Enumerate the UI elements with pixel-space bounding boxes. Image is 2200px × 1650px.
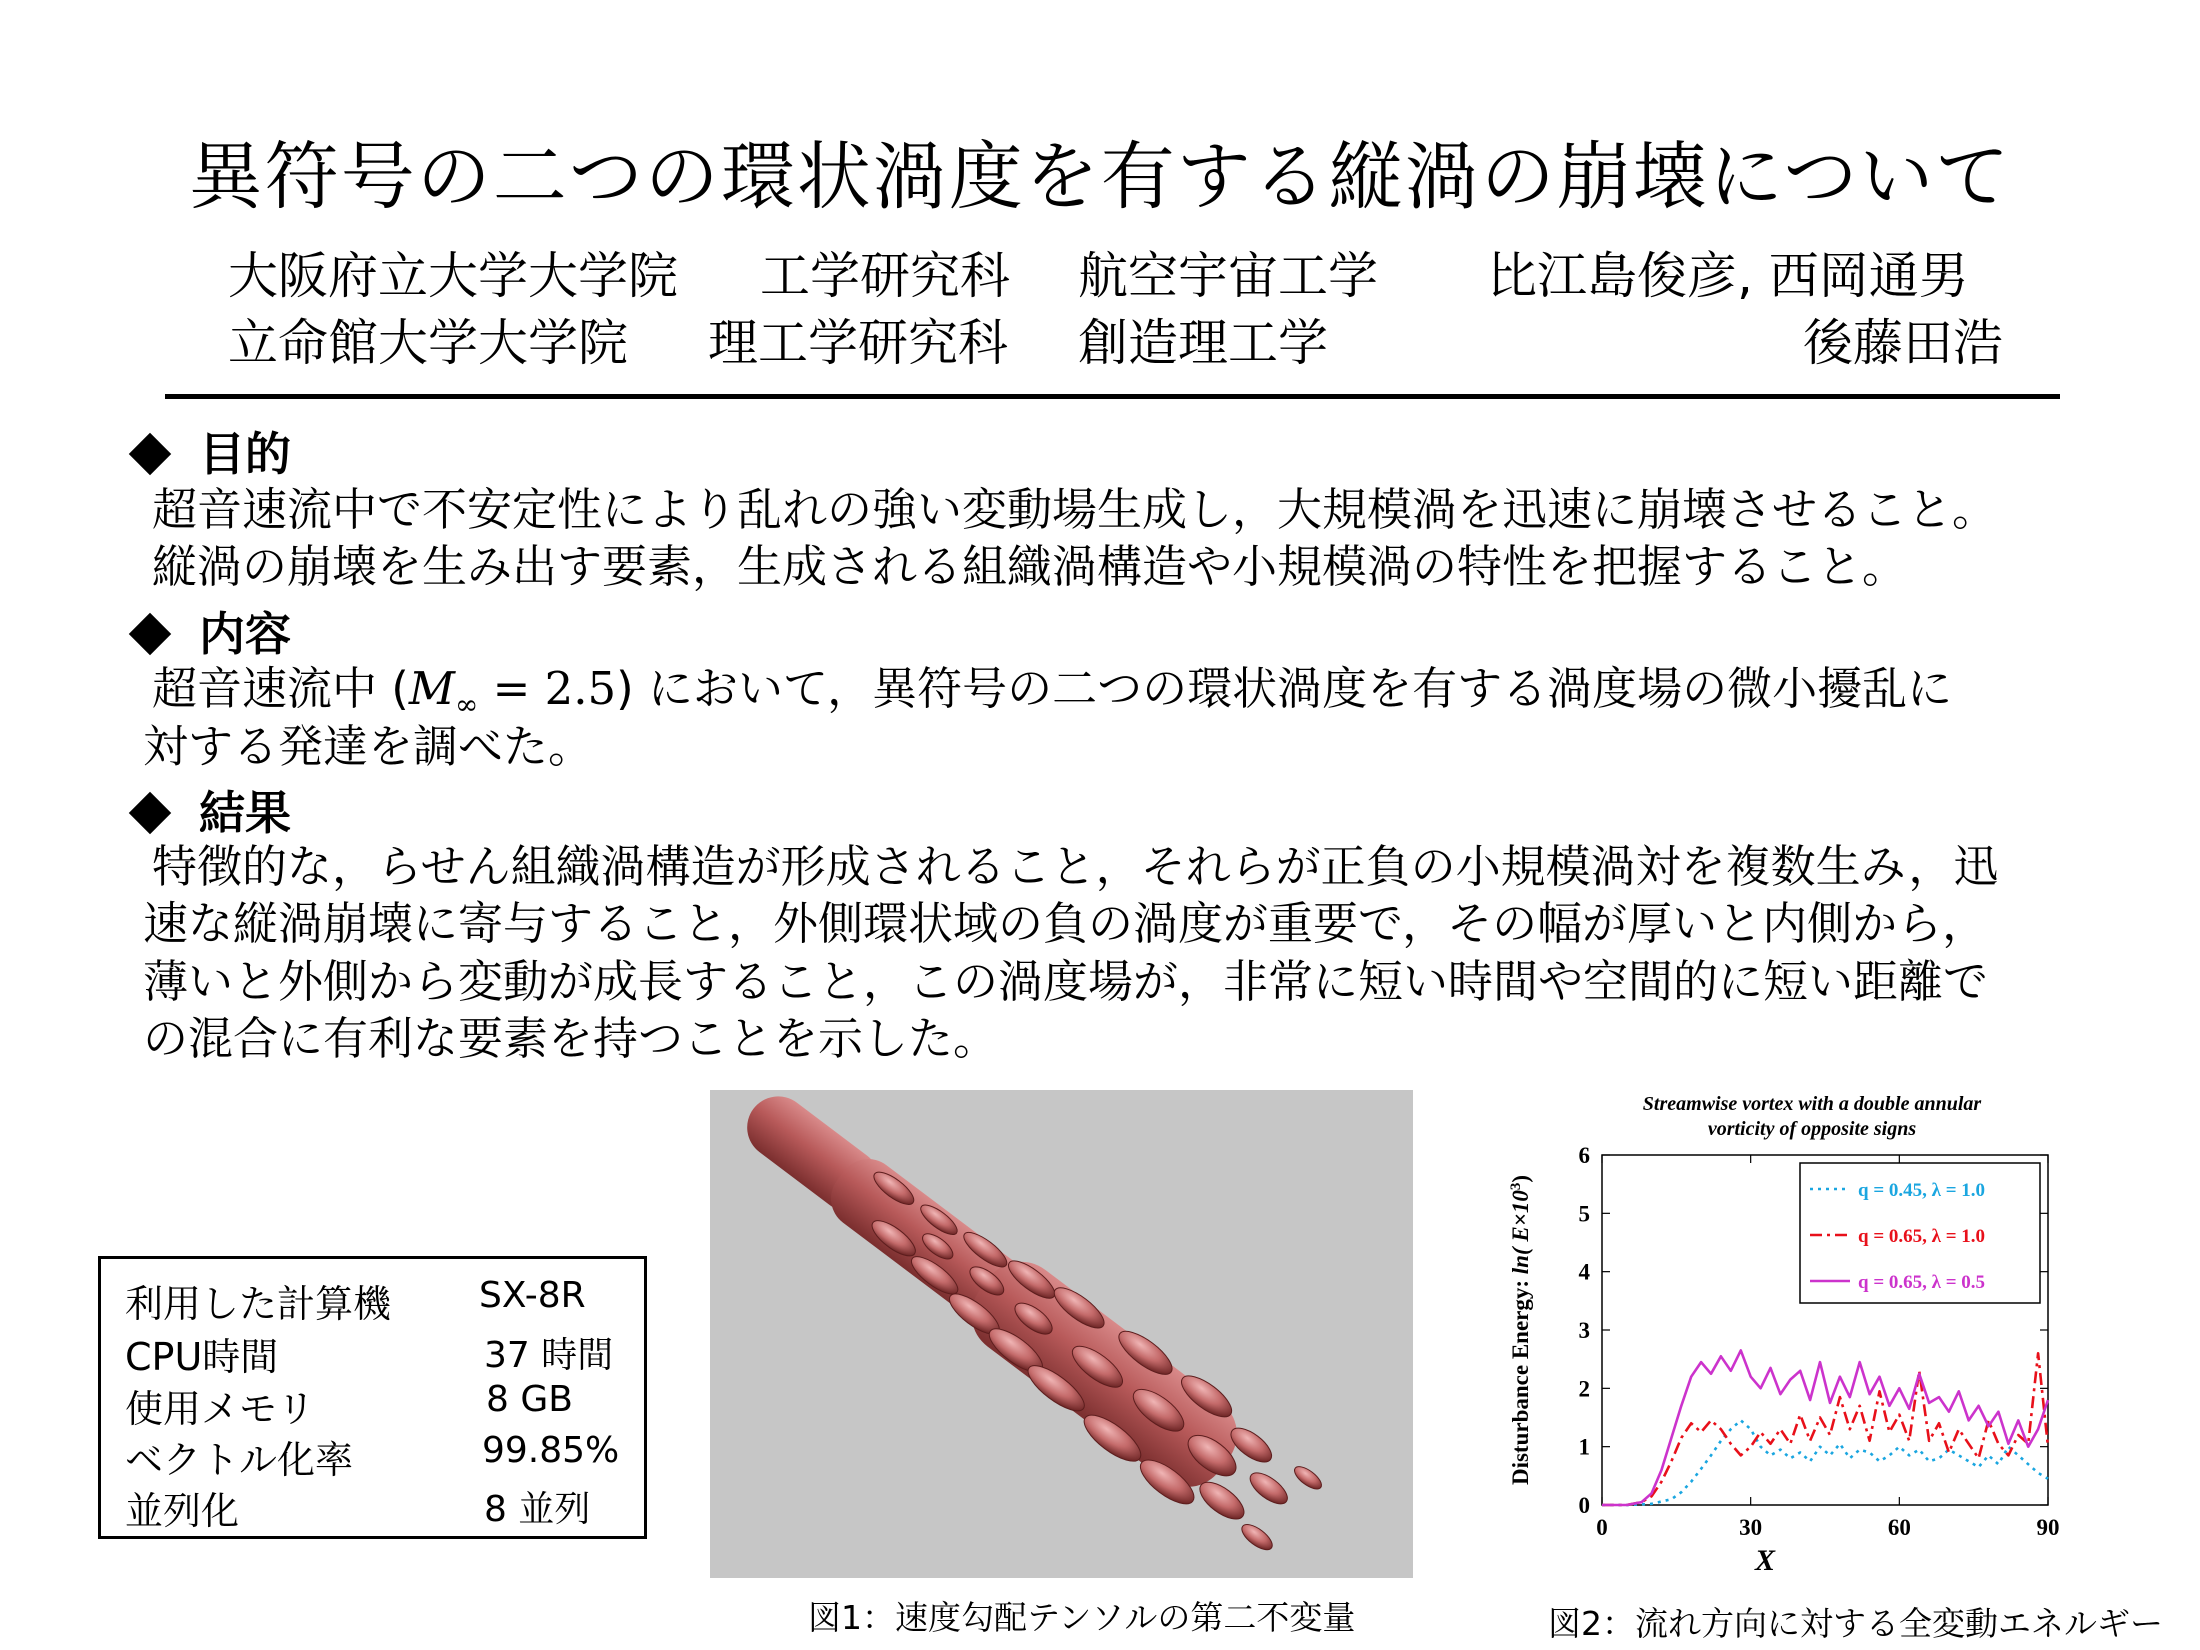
- chart-title-line-2: vorticity of opposite signs: [1707, 1118, 1917, 1140]
- heading-text: 結果: [199, 786, 291, 840]
- legend-label-3: q = 0.65, λ = 0.5: [1858, 1272, 1986, 1293]
- spec-value: SX-8R: [479, 1275, 586, 1316]
- figure-2-disturbance-energy-chart: [1490, 1085, 2080, 1580]
- y-tick-label: 2: [1578, 1376, 1590, 1402]
- y-tick-label: 5: [1578, 1201, 1590, 1227]
- spec-value: 8 並列: [484, 1489, 591, 1530]
- spec-label: 使用メモリ: [125, 1387, 316, 1431]
- spec-value: 8 GB: [486, 1379, 573, 1420]
- y-axis-label: [1508, 1175, 1533, 1485]
- heading-text: 内容: [199, 607, 291, 661]
- affiliation-2-department: 理工学研究科: [708, 314, 1008, 372]
- spec-label: ベクトル化率: [125, 1438, 354, 1482]
- spec-value: 37 時間: [484, 1335, 614, 1376]
- content-text-post: ) において，異符号の二つの環状渦度を有する渦度場の微小擾乱に: [616, 662, 1953, 715]
- content-line-2: 対する発達を調べた。: [143, 720, 594, 773]
- y-tick-label: 3: [1578, 1318, 1590, 1343]
- legend-label-1: q = 0.45, λ = 1.0: [1858, 1180, 1986, 1201]
- figure-1-vortex-image: [710, 1090, 1413, 1578]
- y-tick-label: 6: [1578, 1143, 1590, 1168]
- result-line-4: の混合に有利な要素を持つことを示した。: [143, 1012, 999, 1065]
- x-tick-label: 90: [2036, 1515, 2060, 1540]
- section-heading-purpose: [135, 418, 291, 484]
- affiliation-1-institution: 大阪府立大学大学院: [228, 247, 678, 305]
- section-heading-result: [135, 777, 291, 843]
- result-line-1: 特徴的な，らせん組織渦構造が形成されること，それらが正負の小規模渦対を複数生み，迅: [152, 840, 1999, 893]
- affiliation-1-major: 航空宇宙工学: [1078, 247, 1378, 305]
- slide-title: 異符号の二つの環状渦度を有する縦渦の崩壊について: [188, 134, 2012, 220]
- y-axis-label-text: Disturbance Energy:: [1508, 1274, 1533, 1486]
- diamond-bullet-icon: [129, 791, 171, 833]
- spec-label: 並列化: [125, 1489, 240, 1533]
- series-line-2: [1602, 1353, 2048, 1505]
- y-tick-label: 1: [1578, 1434, 1590, 1460]
- computer-spec-table: [98, 1256, 647, 1539]
- affiliation-1-authors: 比江島俊彦, 西岡通男: [1487, 247, 1969, 305]
- y-axis-label-close: ): [1508, 1174, 1533, 1183]
- purpose-line-2: 縦渦の崩壊を生み出す要素，生成される組織渦構造や小規模渦の特性を把握すること。: [152, 540, 1908, 593]
- purpose-line-1: 超音速流中で不安定性により乱れの強い変動場生成し，大規模渦を迅速に崩壊させること。: [152, 483, 1998, 536]
- x-tick-label: 60: [1887, 1515, 1911, 1540]
- diamond-bullet-icon: [129, 612, 171, 654]
- mach-M: M: [408, 662, 455, 715]
- series-line-1: [1602, 1420, 2048, 1505]
- y-axis-label-math: ln( E×10: [1508, 1190, 1533, 1275]
- affiliation-1-department: 工学研究科: [760, 247, 1010, 305]
- y-axis-label-superscript: 3: [1508, 1182, 1524, 1191]
- affiliation-2-institution: 立命館大学大学院: [228, 314, 628, 372]
- y-tick-label: 4: [1578, 1259, 1590, 1285]
- figure-2-caption: 図2：流れ方向に対する全変動エネルギー: [1548, 1604, 2163, 1643]
- spec-label: 利用した計算機: [125, 1282, 392, 1326]
- diamond-bullet-icon: [129, 432, 171, 474]
- result-line-2: 速な縦渦崩壊に寄与すること，外側環状域の負の渦度が重要で，その幅が厚いと内側から，: [143, 897, 1988, 950]
- spec-label: CPU時間: [125, 1335, 279, 1379]
- section-heading-content: [135, 598, 291, 664]
- x-tick-label: 30: [1739, 1515, 1763, 1540]
- mach-symbol: [408, 662, 617, 721]
- result-line-3: 薄いと外側から変動が成長すること，この渦度場が，非常に短い時間や空間的に短い距離で: [143, 955, 1989, 1008]
- x-tick-label: 0: [1596, 1515, 1608, 1540]
- heading-text: 目的: [199, 427, 291, 481]
- spec-value: 99.85%: [482, 1430, 620, 1471]
- affiliation-2-major: 創造理工学: [1078, 314, 1328, 372]
- content-text-pre: 超音速流中 (: [152, 662, 409, 715]
- affiliation-2-authors: 後藤田浩: [1803, 314, 2003, 372]
- chart-title-line-1: Streamwise vortex with a double annular: [1642, 1093, 1982, 1115]
- vortex-iso-surface-illustration: [710, 1090, 1413, 1578]
- figure-1-caption: 図1：速度勾配テンソルの第二不変量: [808, 1598, 1356, 1637]
- y-tick-label: 0: [1578, 1493, 1590, 1518]
- legend-label-2: q = 0.65, λ = 1.0: [1858, 1226, 1986, 1247]
- header-divider: [165, 394, 2060, 399]
- mach-value: = 2.5: [478, 662, 617, 715]
- x-axis-label: X: [1754, 1544, 1776, 1577]
- mach-infinity: ∞: [454, 688, 479, 721]
